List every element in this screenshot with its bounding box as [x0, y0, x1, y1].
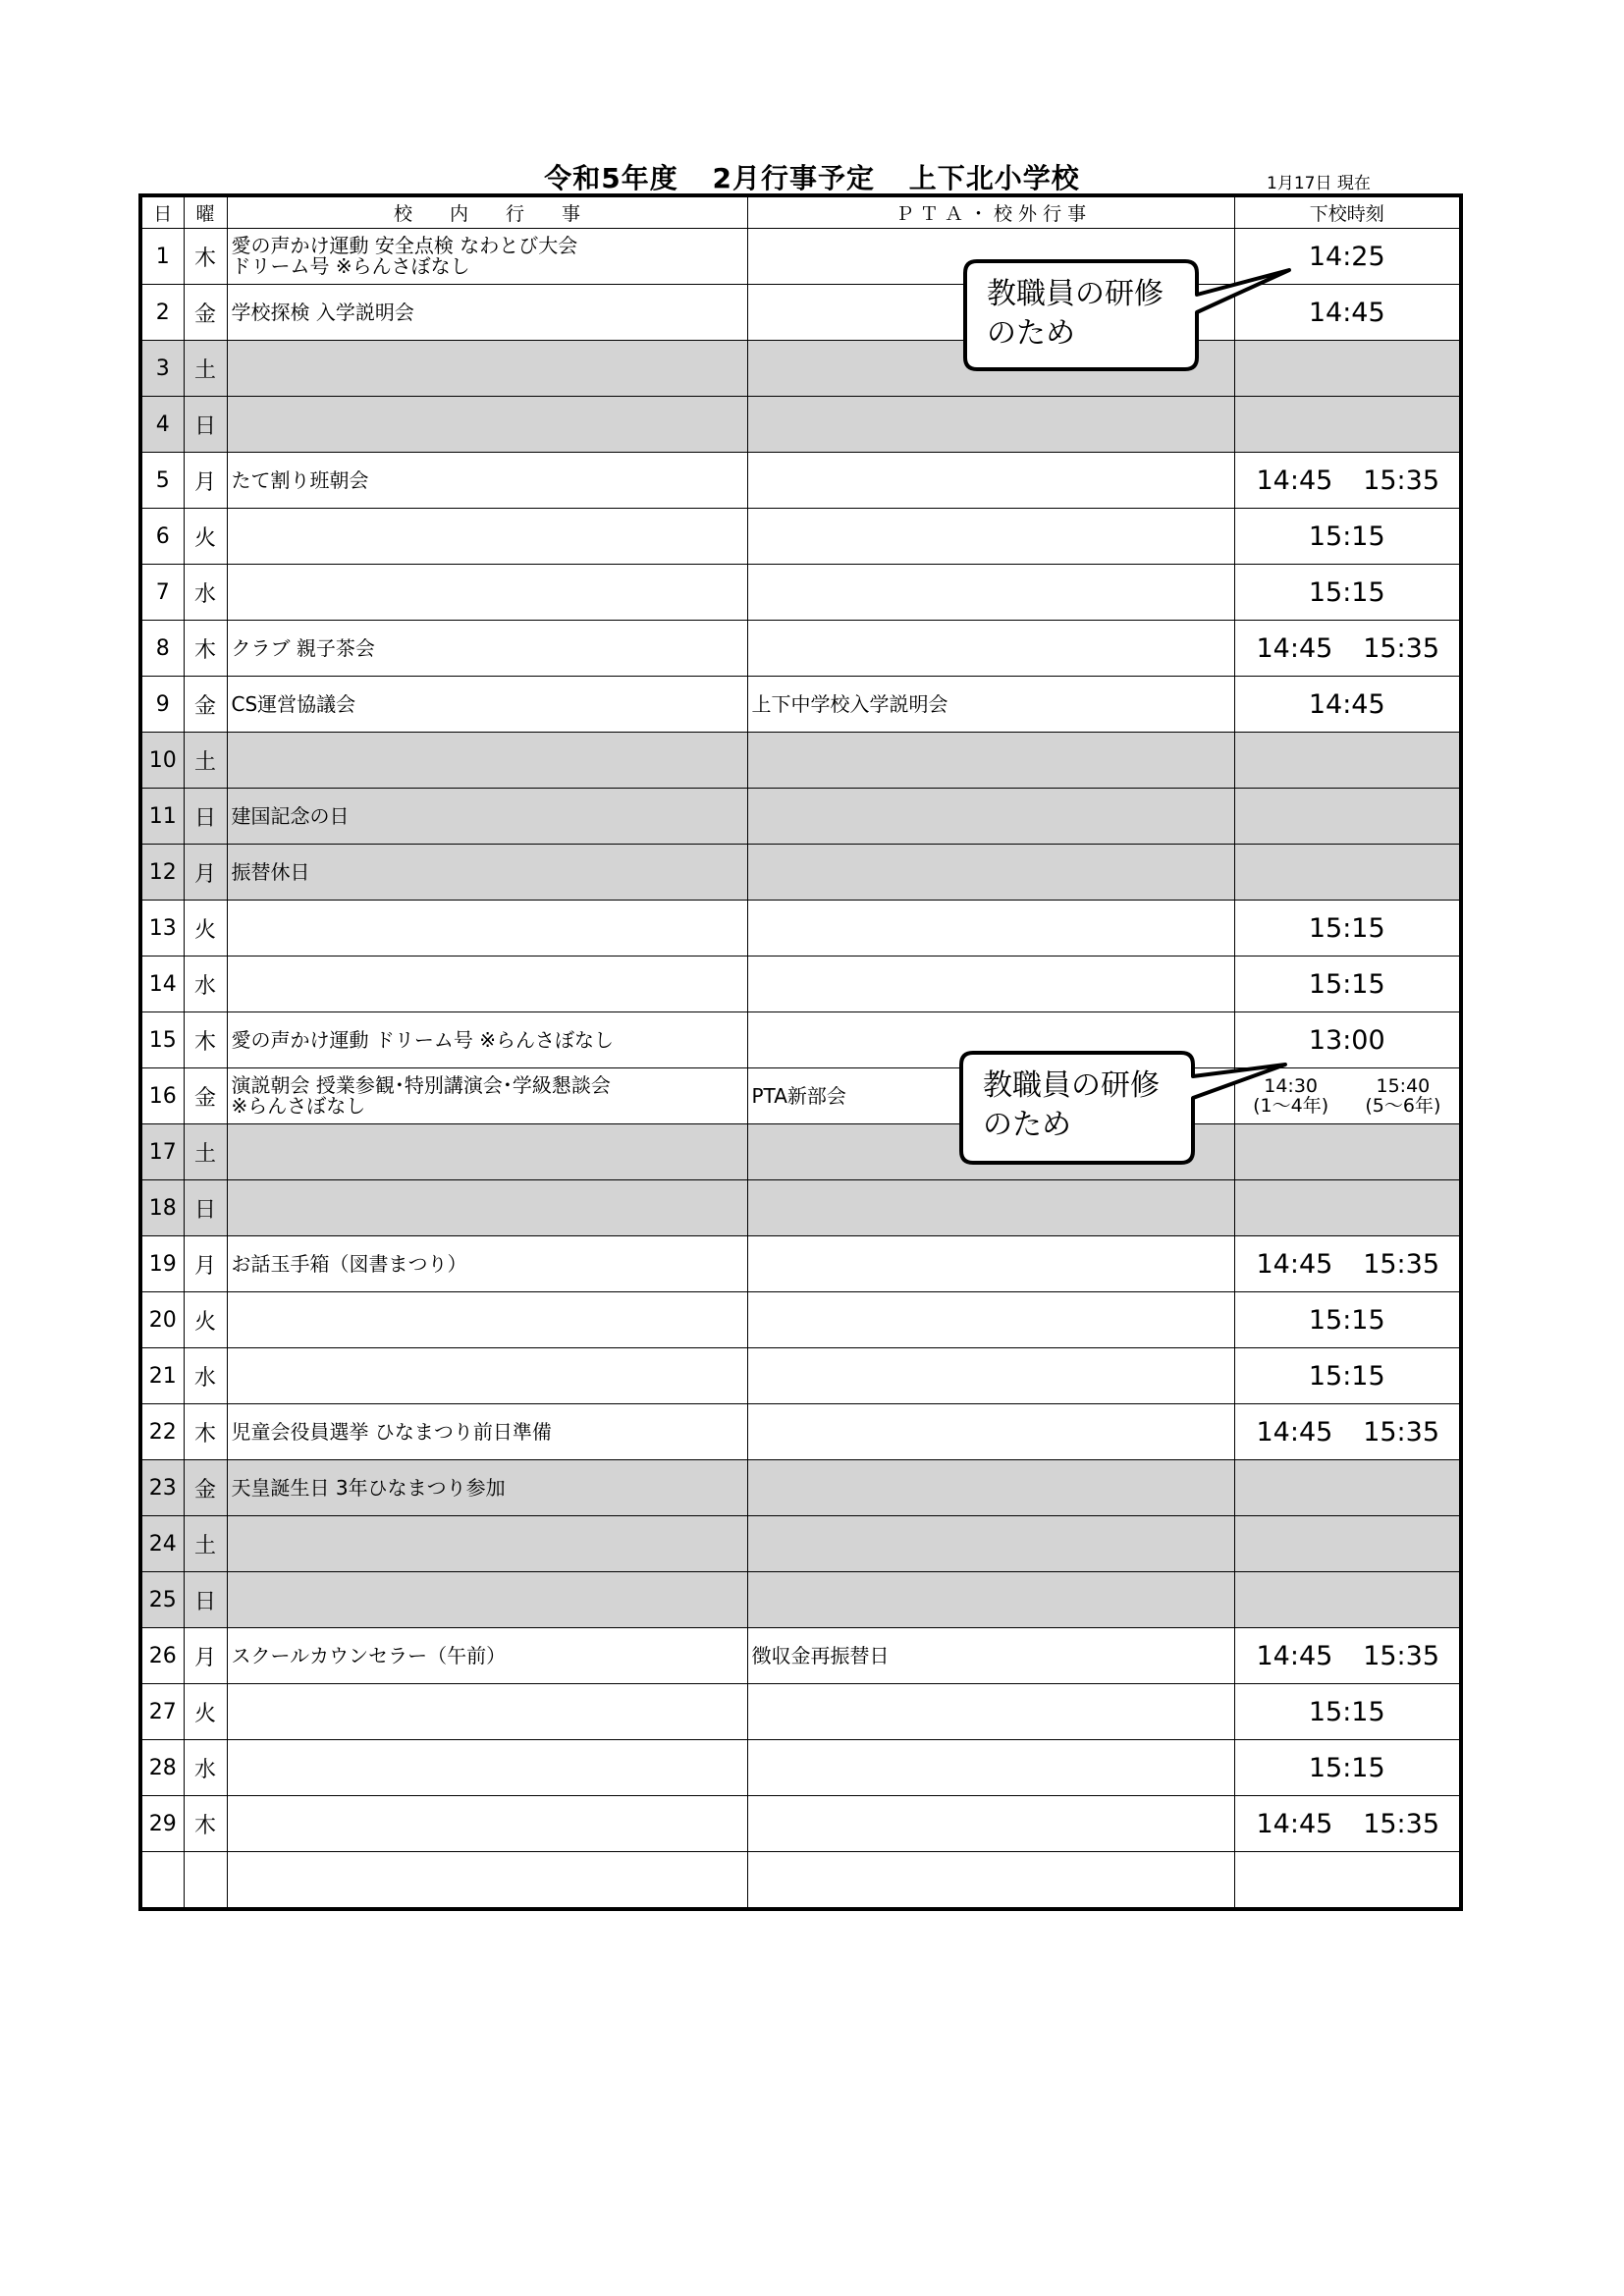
- dismissal-time-cell: [1234, 1796, 1461, 1852]
- school-event-cell: [227, 901, 747, 957]
- weekday-cell: 月: [184, 453, 227, 509]
- school-event-cell: [227, 1068, 747, 1124]
- weekday-cell: 水: [184, 565, 227, 621]
- school-event-cell: [227, 453, 747, 509]
- pta-event-cell: 徴収金再振替日: [747, 1628, 1234, 1684]
- day-cell: 20: [140, 1292, 184, 1348]
- day-cell: 27: [140, 1684, 184, 1740]
- callout-line: のため: [983, 1108, 1071, 1142]
- as-of-date: 1月17日 現在: [1267, 174, 1371, 193]
- weekday-cell: 火: [184, 1684, 227, 1740]
- dismissal-time-cell: [1234, 789, 1461, 845]
- callout-line: 教職員の研修: [983, 1068, 1160, 1103]
- title-school: 上下北小学校: [908, 162, 1080, 194]
- pta-event-cell: [747, 1236, 1234, 1292]
- pta-event-cell: [747, 453, 1234, 509]
- school-event-line: 児童会役員選挙 ひなまつり前日準備: [231, 1419, 552, 1444]
- table-row: [140, 677, 1461, 733]
- table-row: [140, 1684, 1461, 1740]
- school-event-line: スクールカウンセラー（午前）: [231, 1643, 507, 1667]
- time-value: 15:35: [1363, 1640, 1439, 1671]
- weekday-cell: 木: [184, 1404, 227, 1460]
- table-row: [140, 1796, 1461, 1852]
- school-event-line: クラブ 親子茶会: [231, 635, 375, 660]
- pta-event-cell: [747, 789, 1234, 845]
- weekday-cell: 水: [184, 1740, 227, 1796]
- school-event-line: ※らんさぼなし: [231, 1094, 366, 1118]
- training-callout: [961, 1053, 1193, 1163]
- time-pair: [1235, 1641, 1460, 1671]
- pta-event-cell: [747, 901, 1234, 957]
- time-value: 14:45: [1256, 465, 1333, 496]
- dismissal-time-cell: [1234, 845, 1461, 901]
- time-value: 15:35: [1363, 632, 1439, 664]
- weekday-cell: 金: [184, 1068, 227, 1124]
- school-event-cell: [227, 1628, 747, 1684]
- pta-event-cell: [747, 733, 1234, 789]
- dismissal-time-cell: [1234, 453, 1461, 509]
- day-cell: 19: [140, 1236, 184, 1292]
- time-value: 15:35: [1363, 1248, 1439, 1280]
- page-title: [0, 157, 1624, 196]
- dismissal-time-cell: [1234, 341, 1461, 397]
- dismissal-time-cell: 14:45: [1234, 677, 1461, 733]
- dismissal-time-cell: [1234, 1124, 1461, 1180]
- dismissal-time-cell: [1234, 1236, 1461, 1292]
- table-row: [140, 957, 1461, 1012]
- weekday-cell: 木: [184, 1012, 227, 1068]
- day-cell: 8: [140, 621, 184, 677]
- table-row: [140, 621, 1461, 677]
- table-row: [140, 1460, 1461, 1516]
- day-cell: 11: [140, 789, 184, 845]
- day-cell: 6: [140, 509, 184, 565]
- time-value: 15:35: [1363, 1416, 1439, 1448]
- title-month: 2月行事予定: [712, 162, 875, 194]
- school-event-cell: [227, 1180, 747, 1236]
- weekday-cell: 月: [184, 1236, 227, 1292]
- weekday-cell: 火: [184, 901, 227, 957]
- pta-event-cell: 上下中学校入学説明会: [747, 677, 1234, 733]
- pta-event-cell: [747, 1348, 1234, 1404]
- weekday-cell: 木: [184, 1796, 227, 1852]
- day-cell: 3: [140, 341, 184, 397]
- table-row: [140, 509, 1461, 565]
- school-event-cell: [227, 1460, 747, 1516]
- weekday-cell: 土: [184, 733, 227, 789]
- day-cell: 1: [140, 229, 184, 285]
- pta-event-cell: [747, 1292, 1234, 1348]
- weekday-cell: 水: [184, 957, 227, 1012]
- grade-range: (5～6年): [1365, 1095, 1441, 1117]
- callout-line: 教職員の研修: [987, 277, 1164, 311]
- time-pair: [1235, 465, 1460, 496]
- weekday-cell: 金: [184, 1460, 227, 1516]
- time-value: 14:30: [1264, 1075, 1318, 1097]
- time-value: 14:45: [1256, 632, 1333, 664]
- table-row: [140, 845, 1461, 901]
- callout-line: のため: [987, 316, 1075, 351]
- empty-cell: [184, 1852, 227, 1910]
- split-time: [1235, 1076, 1460, 1116]
- weekday-cell: 木: [184, 229, 227, 285]
- school-event-cell: [227, 397, 747, 453]
- school-event-line: 学校探検 入学説明会: [231, 300, 414, 324]
- pta-event-cell: [747, 565, 1234, 621]
- pta-event-cell: PTA新部会: [747, 1068, 1234, 1124]
- dismissal-time-cell: 15:15: [1234, 1292, 1461, 1348]
- school-event-line: お話玉手箱（図書まつり）: [231, 1251, 467, 1276]
- table-row: [140, 1572, 1461, 1628]
- time-value: 15:40: [1376, 1075, 1431, 1097]
- table-row: [140, 901, 1461, 957]
- time-pair: [1235, 1417, 1460, 1448]
- school-event-line: 愛の声かけ運動 ドリーム号 ※らんさぼなし: [231, 1027, 614, 1052]
- table-row: [140, 1628, 1461, 1684]
- table-row: [140, 1180, 1461, 1236]
- weekday-cell: 日: [184, 789, 227, 845]
- day-cell: 15: [140, 1012, 184, 1068]
- day-cell: 28: [140, 1740, 184, 1796]
- school-event-cell: [227, 1404, 747, 1460]
- table-row: [140, 789, 1461, 845]
- title-year: 令和5年度: [544, 162, 678, 194]
- day-cell: 2: [140, 285, 184, 341]
- table-row: [140, 733, 1461, 789]
- weekday-cell: 月: [184, 1628, 227, 1684]
- day-cell: 4: [140, 397, 184, 453]
- pta-event-cell: [747, 1404, 1234, 1460]
- school-event-line: 演説朝会 授業参観･特別講演会･学級懇談会: [231, 1073, 611, 1097]
- header-dismissal-time: 下校時刻: [1234, 195, 1461, 229]
- dismissal-time-cell: 15:15: [1234, 1348, 1461, 1404]
- weekday-cell: 土: [184, 341, 227, 397]
- weekday-cell: 火: [184, 1292, 227, 1348]
- school-event-cell: [227, 845, 747, 901]
- table-row: [140, 1740, 1461, 1796]
- time-value: 14:45: [1256, 1640, 1333, 1671]
- weekday-cell: 土: [184, 1124, 227, 1180]
- school-event-cell: [227, 1572, 747, 1628]
- table-row: [140, 1012, 1461, 1068]
- pta-event-cell: [747, 845, 1234, 901]
- day-cell: 23: [140, 1460, 184, 1516]
- header-row: [140, 195, 1461, 229]
- school-event-line: 振替休日: [231, 859, 310, 884]
- school-event-cell: [227, 1684, 747, 1740]
- school-event-line: ドリーム号 ※らんさぼなし: [231, 254, 470, 278]
- school-event-cell: [227, 1292, 747, 1348]
- table-row: [140, 397, 1461, 453]
- time-value: 15:35: [1363, 465, 1439, 496]
- weekday-cell: 日: [184, 1180, 227, 1236]
- day-cell: 17: [140, 1124, 184, 1180]
- time-pair: [1235, 633, 1460, 664]
- pta-event-cell: [747, 397, 1234, 453]
- school-event-cell: [227, 1516, 747, 1572]
- day-cell: 29: [140, 1796, 184, 1852]
- dismissal-time-cell: [1234, 397, 1461, 453]
- day-cell: 10: [140, 733, 184, 789]
- table-row: [140, 1124, 1461, 1180]
- dismissal-time-cell: [1234, 1572, 1461, 1628]
- day-cell: 18: [140, 1180, 184, 1236]
- day-cell: 22: [140, 1404, 184, 1460]
- weekday-cell: 日: [184, 397, 227, 453]
- dismissal-time-cell: 15:15: [1234, 565, 1461, 621]
- school-event-cell: [227, 1012, 747, 1068]
- pta-event-cell: [747, 1180, 1234, 1236]
- school-event-cell: [227, 285, 747, 341]
- time-pair: [1235, 1249, 1460, 1280]
- day-cell: 12: [140, 845, 184, 901]
- table-row: [140, 1516, 1461, 1572]
- school-event-cell: [227, 509, 747, 565]
- school-event-cell: [227, 1124, 747, 1180]
- school-event-cell: [227, 677, 747, 733]
- school-event-cell: [227, 1796, 747, 1852]
- school-event-cell: [227, 341, 747, 397]
- time-value: 14:45: [1256, 1248, 1333, 1280]
- empty-cell: [1234, 1852, 1461, 1910]
- empty-cell: [140, 1852, 184, 1910]
- day-cell: 26: [140, 1628, 184, 1684]
- school-event-cell: [227, 1740, 747, 1796]
- table-row: [140, 1292, 1461, 1348]
- header-day: 日: [140, 195, 184, 229]
- time-pair: [1235, 1809, 1460, 1839]
- school-event-line: 愛の声かけ運動 安全点検 なわとび大会: [231, 234, 578, 257]
- day-cell: 21: [140, 1348, 184, 1404]
- school-event-cell: [227, 1236, 747, 1292]
- weekday-cell: 土: [184, 1516, 227, 1572]
- weekday-cell: 木: [184, 621, 227, 677]
- pta-event-cell: [747, 1684, 1234, 1740]
- schedule-table: [138, 193, 1463, 1911]
- pta-event-cell: [747, 1460, 1234, 1516]
- pta-event-cell: [747, 1516, 1234, 1572]
- table-row: [140, 341, 1461, 397]
- training-callout: [965, 261, 1197, 369]
- school-event-line: CS運営協議会: [231, 691, 356, 716]
- table-row: [140, 1236, 1461, 1292]
- dismissal-time-cell: 14:25: [1234, 229, 1461, 285]
- day-cell: 14: [140, 957, 184, 1012]
- dismissal-time-cell: 15:15: [1234, 901, 1461, 957]
- school-event-cell: [227, 1348, 747, 1404]
- school-event-line: たて割り班朝会: [231, 467, 369, 492]
- school-event-line: 天皇誕生日 3年ひなまつり参加: [231, 1475, 506, 1500]
- day-cell: 24: [140, 1516, 184, 1572]
- day-cell: 25: [140, 1572, 184, 1628]
- dismissal-time-cell: [1234, 1628, 1461, 1684]
- time-value: 14:45: [1256, 1808, 1333, 1839]
- table-row: [140, 1348, 1461, 1404]
- day-cell: 7: [140, 565, 184, 621]
- day-cell: 13: [140, 901, 184, 957]
- table-row: [140, 285, 1461, 341]
- weekday-cell: 火: [184, 509, 227, 565]
- split-time-group: [1365, 1076, 1440, 1116]
- split-time-group: [1253, 1076, 1328, 1116]
- school-event-cell: [227, 957, 747, 1012]
- table-row: [140, 1068, 1461, 1124]
- day-cell: 5: [140, 453, 184, 509]
- pta-event-cell: [747, 1740, 1234, 1796]
- weekday-cell: 水: [184, 1348, 227, 1404]
- dismissal-time-cell: 15:15: [1234, 1684, 1461, 1740]
- header-dow: 曜: [184, 195, 227, 229]
- day-cell: 9: [140, 677, 184, 733]
- empty-row: [140, 1852, 1461, 1910]
- dismissal-time-cell: 14:45: [1234, 285, 1461, 341]
- header-school-events: 校 内 行 事: [227, 195, 747, 229]
- time-value: 15:35: [1363, 1808, 1439, 1839]
- school-event-cell: [227, 229, 747, 285]
- school-event-line: 建国記念の日: [231, 803, 350, 828]
- school-event-cell: [227, 733, 747, 789]
- dismissal-time-cell: [1234, 1404, 1461, 1460]
- grade-range: (1～4年): [1253, 1095, 1329, 1117]
- table-row: [140, 1404, 1461, 1460]
- empty-cell: [747, 1852, 1234, 1910]
- weekday-cell: 日: [184, 1572, 227, 1628]
- weekday-cell: 金: [184, 285, 227, 341]
- empty-cell: [227, 1852, 747, 1910]
- header-pta-events: Ｐ Ｔ Ａ ・ 校 外 行 事: [747, 195, 1234, 229]
- pta-event-cell: [747, 621, 1234, 677]
- dismissal-time-cell: [1234, 1068, 1461, 1124]
- table-row: [140, 453, 1461, 509]
- dismissal-time-cell: 15:15: [1234, 957, 1461, 1012]
- time-value: 14:45: [1256, 1416, 1333, 1448]
- dismissal-time-cell: [1234, 621, 1461, 677]
- dismissal-time-cell: [1234, 1516, 1461, 1572]
- weekday-cell: 月: [184, 845, 227, 901]
- pta-event-cell: [747, 1572, 1234, 1628]
- pta-event-cell: [747, 509, 1234, 565]
- weekday-cell: 金: [184, 677, 227, 733]
- dismissal-time-cell: [1234, 1460, 1461, 1516]
- dismissal-time-cell: 15:15: [1234, 509, 1461, 565]
- day-cell: 16: [140, 1068, 184, 1124]
- dismissal-time-cell: 15:15: [1234, 1740, 1461, 1796]
- dismissal-time-cell: [1234, 1180, 1461, 1236]
- school-event-cell: [227, 621, 747, 677]
- school-event-cell: [227, 565, 747, 621]
- dismissal-time-cell: [1234, 733, 1461, 789]
- pta-event-cell: [747, 957, 1234, 1012]
- dismissal-time-cell: 13:00: [1234, 1012, 1461, 1068]
- pta-event-cell: [747, 1796, 1234, 1852]
- table-row: [140, 565, 1461, 621]
- school-event-cell: [227, 789, 747, 845]
